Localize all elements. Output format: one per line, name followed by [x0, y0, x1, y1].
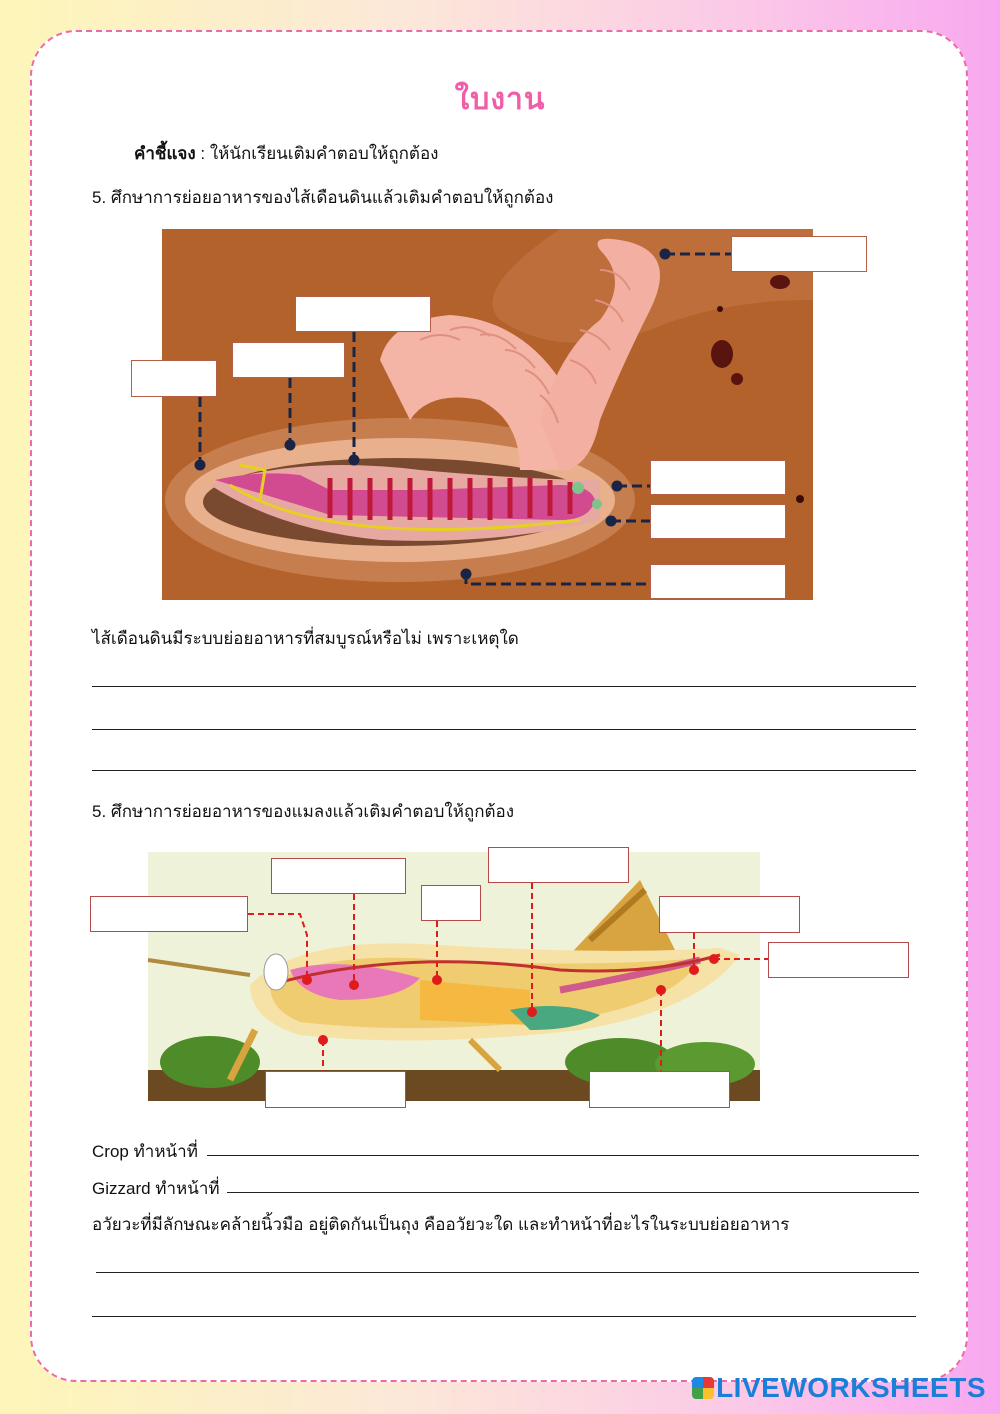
insect-answer-box-1[interactable]	[90, 896, 248, 932]
crop-label: Crop ทำหน้าที่	[92, 1142, 198, 1161]
liveworksheets-logo-icon	[692, 1377, 714, 1399]
insect-answer-box-8[interactable]	[589, 1071, 730, 1108]
section1-heading: 5. ศึกษาการย่อยอาหารของไส้เดือนดินแล้วเติมคำตอบให้ถูกต้อง	[92, 188, 554, 207]
insect-answer-box-2[interactable]	[271, 858, 406, 894]
answer-line[interactable]	[96, 1272, 919, 1273]
liveworksheets-watermark: LIVEWORKSHEETS	[692, 1372, 986, 1404]
insect-answer-box-4[interactable]	[488, 847, 629, 883]
insect-answer-box-7[interactable]	[265, 1071, 406, 1108]
section1-question: ไส้เดือนดินมีระบบย่อยอาหารที่สมบูรณ์หรือไม่ เพราะเหตุใด	[92, 629, 519, 648]
page-title: ใบงาน	[454, 83, 546, 116]
insect-answer-box-3[interactable]	[421, 885, 481, 921]
section2-heading: 5. ศึกษาการย่อยอาหารของแมลงแล้วเติมคำตอบให้ถูกต้อง	[92, 802, 515, 821]
instruction-label: คำชี้แจง	[134, 144, 196, 163]
gizzard-label: Gizzard ทำหน้าที่	[92, 1179, 220, 1198]
crop-answer-line[interactable]	[207, 1155, 919, 1156]
insect-answer-box-6[interactable]	[768, 942, 909, 978]
instruction-text: : ให้นักเรียนเติมคำตอบให้ถูกต้อง	[195, 144, 439, 163]
insect-answer-box-5[interactable]	[659, 896, 800, 933]
answer-line[interactable]	[92, 1316, 916, 1317]
gizzard-answer-line[interactable]	[227, 1192, 919, 1193]
section2-question: อวัยวะที่มีลักษณะคล้ายนิ้วมือ อยู่ติดกันเป็นถุง คืออวัยวะใด และทำหน้าที่อะไรในระบบย่อยอาหาร	[92, 1215, 790, 1234]
